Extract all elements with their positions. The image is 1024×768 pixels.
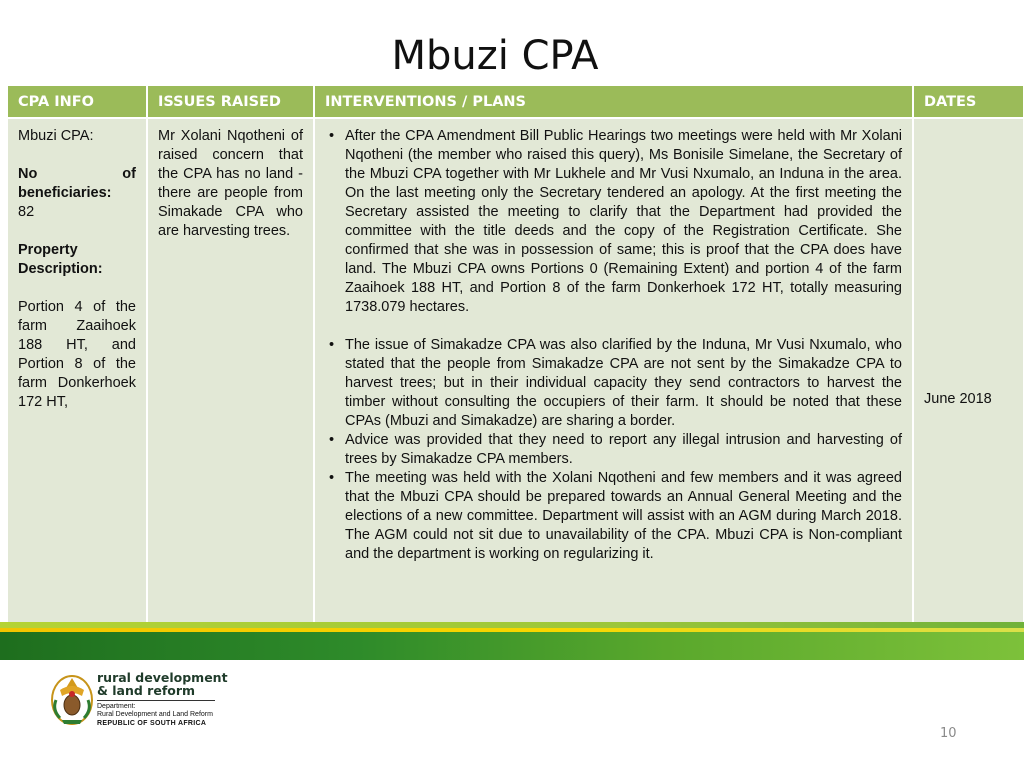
property-label: Property Description: (18, 242, 103, 277)
dept-line-1: Department: (97, 703, 136, 710)
issues-raised-text: Mr Xolani Nqotheni of raised concern that the CPA has no land - there are people from Simakade CPA who are harvesting trees. (158, 128, 303, 239)
coat-of-arms-icon (44, 672, 100, 728)
cpa-name: Mbuzi CPA: (18, 128, 94, 144)
interventions-cell (314, 118, 913, 626)
header-issues-raised: ISSUES RAISED (147, 86, 314, 118)
list-item: • Advice was provided that they need to report any illegal intrusion and harvesting of trees by Simakadze CPA members. (345, 431, 902, 469)
brand-line-1: rural development (97, 670, 228, 685)
cpa-table-container (8, 86, 1024, 626)
table-row (8, 118, 1024, 626)
list-item: • After the CPA Amendment Bill Public Hearings two meetings were held with Mr Xolani Nqotheni (the member who raised this query), Ms Bonisile Simelane, the Secretary of the Mbuzi CPA together with Mr Lukhele and Mr Vusi Nxumalo, an Induna in the area. On the last meeting only the Secretary tendered an apology. At the first meeting the Secretary assisted the meeting to clarify that the Department had provided the committee with the title deeds and the copy of the Registration Certificate. She confirmed that she was in possession of same; this is proof that the CPA does have land. The Mbuzi CPA owns Portions 0 (Remaining Extent) and portion 4 of the farm Zaaihoek 188 HT, and Portion 8 of the farm Donkerhoek 172 HT, totally measuring 1738.079 hectares. (345, 127, 902, 317)
footer-band-green (0, 632, 1024, 660)
header-cpa-info: CPA INFO (8, 86, 147, 118)
slide-title: Mbuzi CPA (391, 33, 599, 79)
beneficiaries-label: No of beneficiaries: (18, 166, 136, 201)
dept-line-2: Rural Development and Land Reform (97, 711, 213, 718)
department-brand (97, 671, 228, 728)
header-dates: DATES (913, 86, 1024, 118)
list-item: • The issue of Simakadze CPA was also clarified by the Induna, Mr Vusi Nxumalo, who stated that the people from Simakadze CPA are not sent by the Simakadze CPA to harvest trees; but in their individual capacity they send contractors to harvest the timber without consulting the occupiers of their farm. It should be noted that these CPAs (Mbuzi and Simakadze) are sharing a border. (345, 336, 902, 431)
dept-line-3: REPUBLIC OF SOUTH AFRICA (97, 720, 207, 727)
brand-line-2: & land reform (97, 683, 196, 698)
page-number: 10 (940, 726, 957, 741)
date-value: June 2018 (924, 391, 992, 407)
cpa-table (8, 86, 1024, 626)
dates-cell (913, 118, 1024, 626)
issues-raised-cell (147, 118, 314, 626)
beneficiaries-value: 82 (18, 204, 35, 220)
cpa-info-cell (8, 118, 147, 626)
interventions-list (325, 127, 902, 564)
list-item: • The meeting was held with the Xolani Nqotheni and few members and it was agreed that the Mbuzi CPA should be prepared towards an Annual General Meeting and the elections of a new committee. Department will assist with an AGM during March 2018. The AGM could not sit due to unavailability of the CPA. Mbuzi CPA is Non-compliant and the department is working on regularizing it. (345, 469, 902, 564)
table-header-row (8, 86, 1024, 118)
header-interventions-plans: INTERVENTIONS / PLANS (314, 86, 913, 118)
property-value: Portion 4 of the farm Zaaihoek 188 HT, and Portion 8 of the farm Donkerhoek 172 HT, (18, 299, 136, 410)
